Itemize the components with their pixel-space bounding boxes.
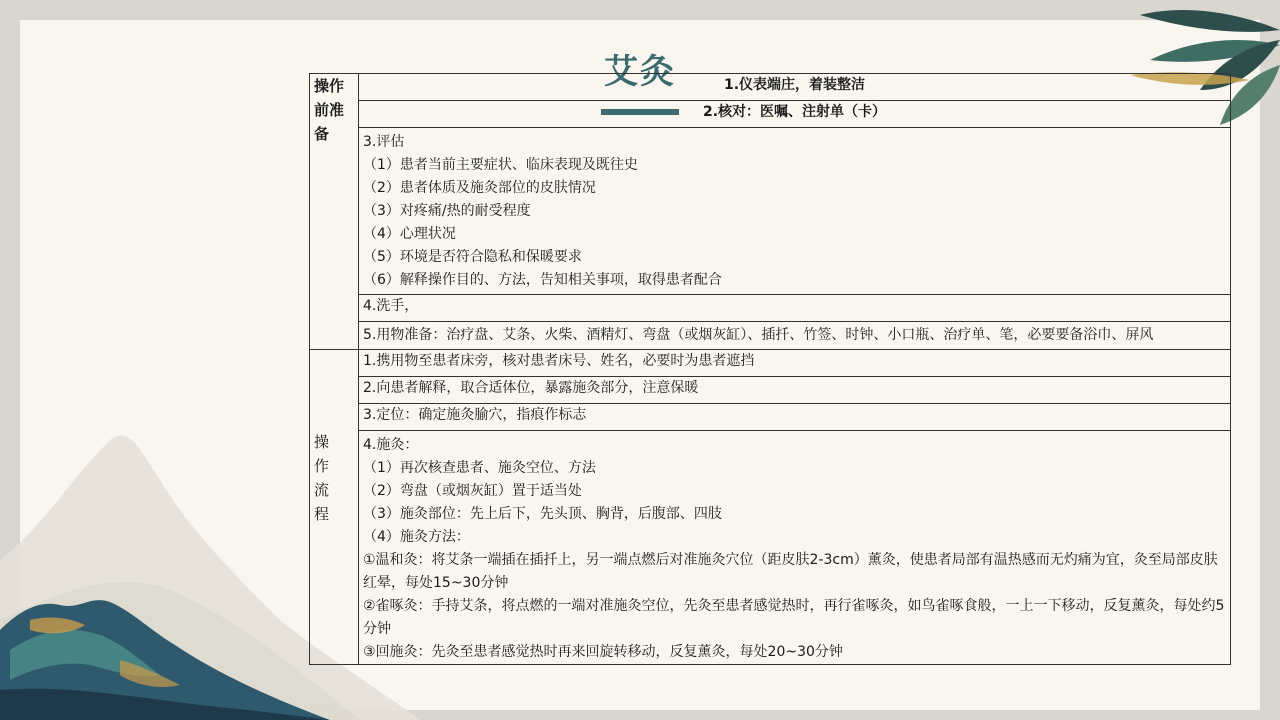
step-cell: 1.携用物至患者床旁，核对患者床号、姓名，必要时为患者遮挡 <box>359 350 1231 377</box>
page-title: 艾灸 <box>604 52 676 92</box>
step-cell: 1.仪表端庄，着装整洁 <box>359 74 1231 101</box>
step-cell: 4.洗手， <box>359 295 1231 322</box>
table-row <box>310 128 1231 295</box>
table-row <box>310 295 1231 322</box>
procedure-table <box>309 73 1231 665</box>
step-cell: 2.向患者解释，取合适体位，暴露施灸部分，注意保暖 <box>359 377 1231 404</box>
step-cell: 4.施灸： （1）再次核查患者、施灸空位、方法 （2）弯盘（或烟灰缸）置于适当处 （3）施灸部位：先上后下，先头顶、胸背，后腹部、四肢 （4）施灸方法： ①温和灸：将艾条一端插在插扦上，另一端点燃后对准施灸穴位（距皮肤2-3cm）薰灸，使患者局部有温热感而无灼痛为宜，灸至局部皮肤红晕，每处15~30分钟 ②雀啄灸：手持艾条，将点燃的一端对准施灸空位，先灸至患者感觉热时，再行雀啄灸，如鸟雀啄食般，一上一下移动，反复薰灸，每处约5分钟 ③回施灸：先灸至患者感觉热时再来回旋转移动，反复薰灸，每处20~30分钟 <box>359 431 1231 665</box>
table-row <box>310 431 1231 665</box>
ink-rock-decoration <box>0 590 330 720</box>
step-cell: 3.评估 （1）患者当前主要症状、临床表现及既往史 （2）患者体质及施灸部位的皮肤情况 （3）对疼痛/热的耐受程度 （4）心理状况 （5）环境是否符合隐私和保暖要求 （6）解释操作目的、方法，告知相关事项，取得患者配合 <box>359 128 1231 295</box>
step-cell: 5.用物准备：治疗盘、艾条、火柴、酒精灯、弯盘（或烟灰缸）、插扦、竹签、时钟、小口瓶、治疗单、笔，必要要备浴巾、屏风 <box>359 322 1231 350</box>
table-row <box>310 350 1231 377</box>
table-row <box>310 404 1231 431</box>
table-row <box>310 74 1231 101</box>
step-cell: 3.定位：确定施灸腧穴，指痕作标志 <box>359 404 1231 431</box>
section-label-flow: 操 作 流 程 <box>310 350 359 665</box>
section-label-prep: 操作 前准 备 <box>310 74 359 350</box>
table-row <box>310 377 1231 404</box>
table-row <box>310 322 1231 350</box>
table-row <box>310 101 1231 128</box>
step-cell: 2.核对：医嘱、注射单（卡） <box>359 101 1231 128</box>
